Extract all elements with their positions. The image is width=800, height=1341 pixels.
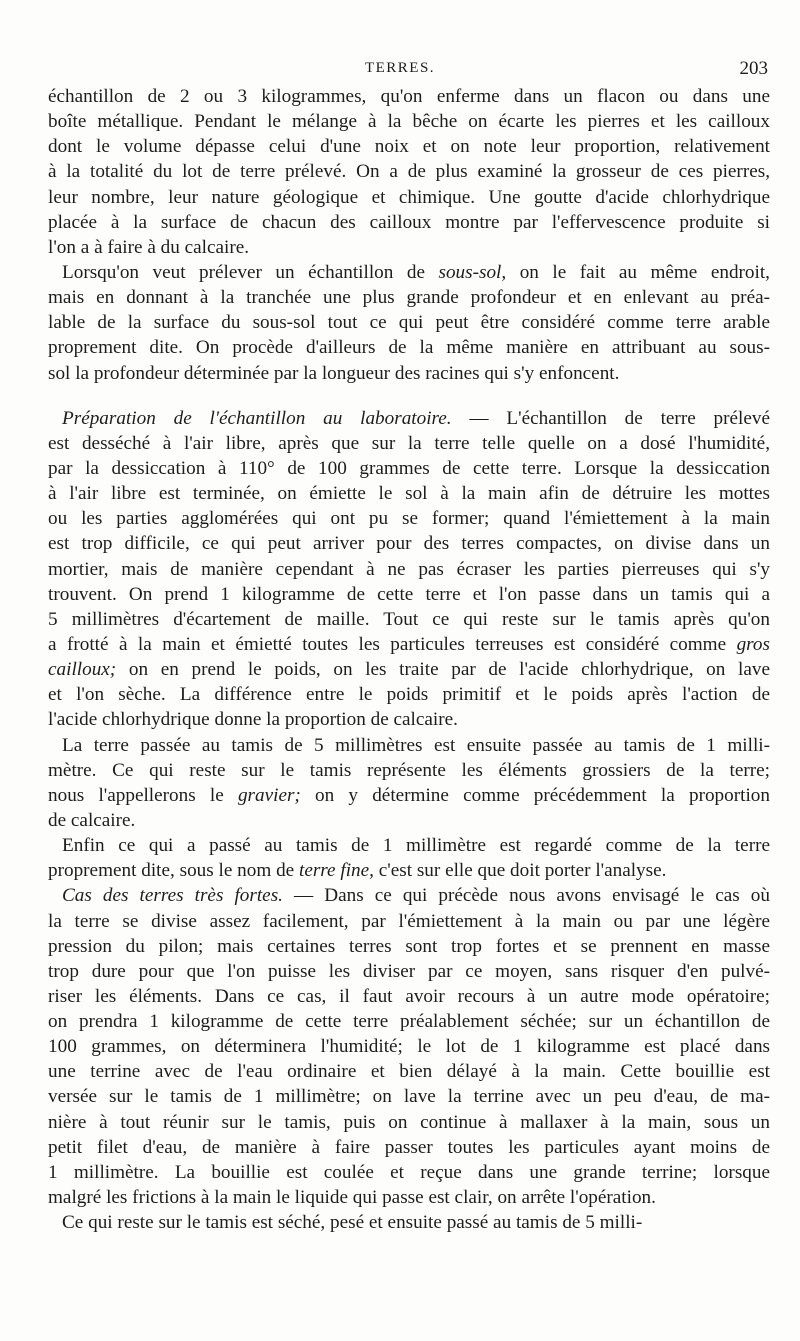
running-header [0,58,800,80]
text-line [48,934,770,959]
paragraph [48,260,770,386]
text-segment: on en prend le poids, on les traite par de l'acide chlorhydrique, on lave [116,659,770,681]
text-segment: à la totalité du lot de terre prélevé. On a de plus examiné la grosseur de ces pierres, [48,161,770,183]
text-line [48,431,770,456]
text-segment: est desséché à l'air libre, après que sur la terre telle quelle on a dosé l'humidité, [48,432,770,454]
text-line [48,456,770,481]
text-line [48,557,770,582]
text-segment: échantillon de 2 ou 3 kilogrammes, qu'on enferme dans un flacon ou dans une [48,86,770,107]
text-line [48,858,770,883]
text-segment: on prendra 1 kilogramme de cette terre préalablement séchée; sur un échantillon de [48,1011,770,1033]
text-line [48,582,770,607]
italic-text: Cas des terres très fortes. [62,885,283,907]
text-line [48,506,770,531]
text-line [48,1059,770,1084]
text-line [48,159,770,184]
text-segment: une terrine avec de l'eau ordinaire et bien délayé à la main. Cette bouillie est [48,1061,770,1083]
text-line [48,959,770,984]
italic-text: terre fine, [298,860,374,882]
text-segment: a frotté à la main et émietté toutes les particules terreuses est considéré comme [48,633,737,655]
text-segment: mètre. Ce qui reste sur le tamis représente les éléments grossiers de la terre; [48,759,770,781]
text-line [48,481,770,506]
text-segment: mais en donnant à la tranchée une plus grande profondeur et en enlevant au préa- [48,287,770,309]
text-segment: versée sur le tamis de 1 millimètre; on lave la terrine avec un peu d'eau, de ma- [48,1086,770,1108]
text-segment: — L'échantillon de terre prélevé [451,407,770,429]
text-segment: par la dessiccation à 110° de 100 grammes de cette terre. Lorsque la dessiccation [48,457,770,479]
text-line [48,1135,770,1160]
text-segment: malgré les frictions à la main le liquide qui passe est clair, on arrête l'opération. [48,1187,656,1209]
text-segment: boîte métallique. Pendant le mélange à la bêche on écarte les pierres et les cailloux [48,111,770,133]
text-line [48,134,770,159]
italic-text: gravier; [237,784,301,806]
paragraph [48,733,770,834]
text-line [48,1185,770,1210]
text-segment: dont le volume dépasse celui d'une noix et on note leur proportion, relativement [48,136,770,158]
paragraph [48,1210,770,1235]
text-segment: est trop difficile, ce qui peut arriver pour des terres compactes, on divise dans un [48,533,770,555]
paragraph [48,84,770,260]
italic-text: cailloux; [48,659,117,681]
text-line [48,783,770,808]
text-segment: pression du pilon; mais certaines terres sont trop fortes et se prennent en masse [48,935,770,957]
text-segment: — Dans ce qui précède nous avons envisagé le cas où [282,885,770,907]
text-line [48,1110,770,1135]
text-segment: Lorsqu'on veut prélever un échantillon de [62,261,439,283]
text-segment: petit filet d'eau, de manière à faire passer toutes les particules ayant moins de [48,1136,770,1158]
text-line [48,833,770,858]
text-line [48,335,770,360]
text-line [48,607,770,632]
text-line [48,361,770,386]
text-line [48,733,770,758]
text-segment: on le fait au même endroit, [506,261,770,283]
text-line [48,285,770,310]
text-segment: et l'on sèche. La différence entre le poids primitif et le poids après l'action de [48,684,770,706]
text-segment: proprement dite, sous le nom de [48,860,299,882]
page-number: 203 [739,58,768,79]
paragraph [48,883,770,1210]
text-segment: 1 millimètre. La bouillie est coulée et reçue dans une grande terrine; lorsque [48,1161,770,1183]
text-line [48,1034,770,1059]
text-segment: leur nombre, leur nature géologique et chimique. Une goutte d'acide chlorhydrique [48,186,770,208]
text-line [48,1160,770,1185]
text-segment: l'acide chlorhydrique donne la proportion de calcaire. [48,709,458,731]
text-segment: 100 grammes, on déterminera l'humidité; le lot de 1 kilogramme est placé dans [48,1036,770,1058]
text-line [48,707,770,732]
text-line [48,1009,770,1034]
text-line [48,260,770,285]
text-segment: à l'air libre est terminée, on émiette le sol à la main afin de détruire les mottes [48,483,770,505]
text-segment: nière à tout réunir sur le tamis, puis on continue à mallaxer à la main, sous un [48,1111,770,1133]
text-segment: c'est sur elle que doit porter l'analyse. [373,860,667,882]
text-line [48,758,770,783]
text-segment: trouvent. On prend 1 kilogramme de cette terre et l'on passe dans un tamis qui a [48,583,770,605]
text-segment: l'on a à faire à du calcaire. [48,236,250,258]
text-line [48,1084,770,1109]
text-segment: ou les parties agglomérées qui ont pu se former; quand l'émiettement à la main [48,508,770,530]
text-line [48,909,770,934]
text-line [48,531,770,556]
text-segment: 5 millimètres d'écartement de maille. Tout ce qui reste sur le tamis après qu'on [48,608,770,630]
paragraph [48,833,770,883]
text-line [48,984,770,1009]
text-line [48,682,770,707]
text-segment: lable de la surface du sous-sol tout ce qui peut être considéré comme terre arable [48,312,770,334]
text-segment: Enfin ce qui a passé au tamis de 1 millimètre est regardé comme de la terre [62,835,770,857]
text-segment: mortier, mais de manière cependant à ne pas écraser les parties pierreuses qui s'y [48,558,770,580]
paragraph [48,406,770,733]
text-segment: trop dure pour que l'on puisse les diviser par ce moyen, sans risquer d'en pulvé- [48,960,770,982]
text-line [48,406,770,431]
text-segment: riser les éléments. Dans ce cas, il faut avoir recours à un autre mode opératoire; [48,985,770,1007]
text-line [48,210,770,235]
text-line [48,235,770,260]
text-line [48,185,770,210]
text-segment: La terre passée au tamis de 5 millimètres est ensuite passée au tamis de 1 milli- [62,734,770,756]
text-line [48,657,770,682]
text-segment: de calcaire. [48,809,136,831]
text-line [48,84,770,109]
italic-text: Préparation de l'échantillon au laboratoire. [62,407,452,429]
italic-text: gros [736,633,770,655]
text-segment: nous l'appellerons le [48,784,238,806]
text-segment: Ce qui reste sur le tamis est séché, pesé et ensuite passé au tamis de 5 milli- [62,1212,643,1234]
text-line [48,1210,770,1235]
text-line [48,883,770,908]
text-segment: on y détermine comme précédemment la proportion [300,784,770,806]
body-text [48,84,770,1235]
text-segment: proprement dite. On procède d'ailleurs de la même manière en attribuant au sous- [48,337,770,359]
text-segment: placée à la surface de chacun des cailloux montre par l'effervescence produite si [48,211,770,233]
italic-text: sous-sol, [438,261,507,283]
text-segment: la terre se divise assez facilement, par l'émiettement à la main ou par une légère [48,910,770,932]
text-line [48,109,770,134]
text-line [48,632,770,657]
text-segment: sol la profondeur déterminée par la longueur des racines qui s'y enfoncent. [48,362,620,384]
running-title: TERRES. [364,60,436,76]
text-line [48,310,770,335]
text-line [48,808,770,833]
